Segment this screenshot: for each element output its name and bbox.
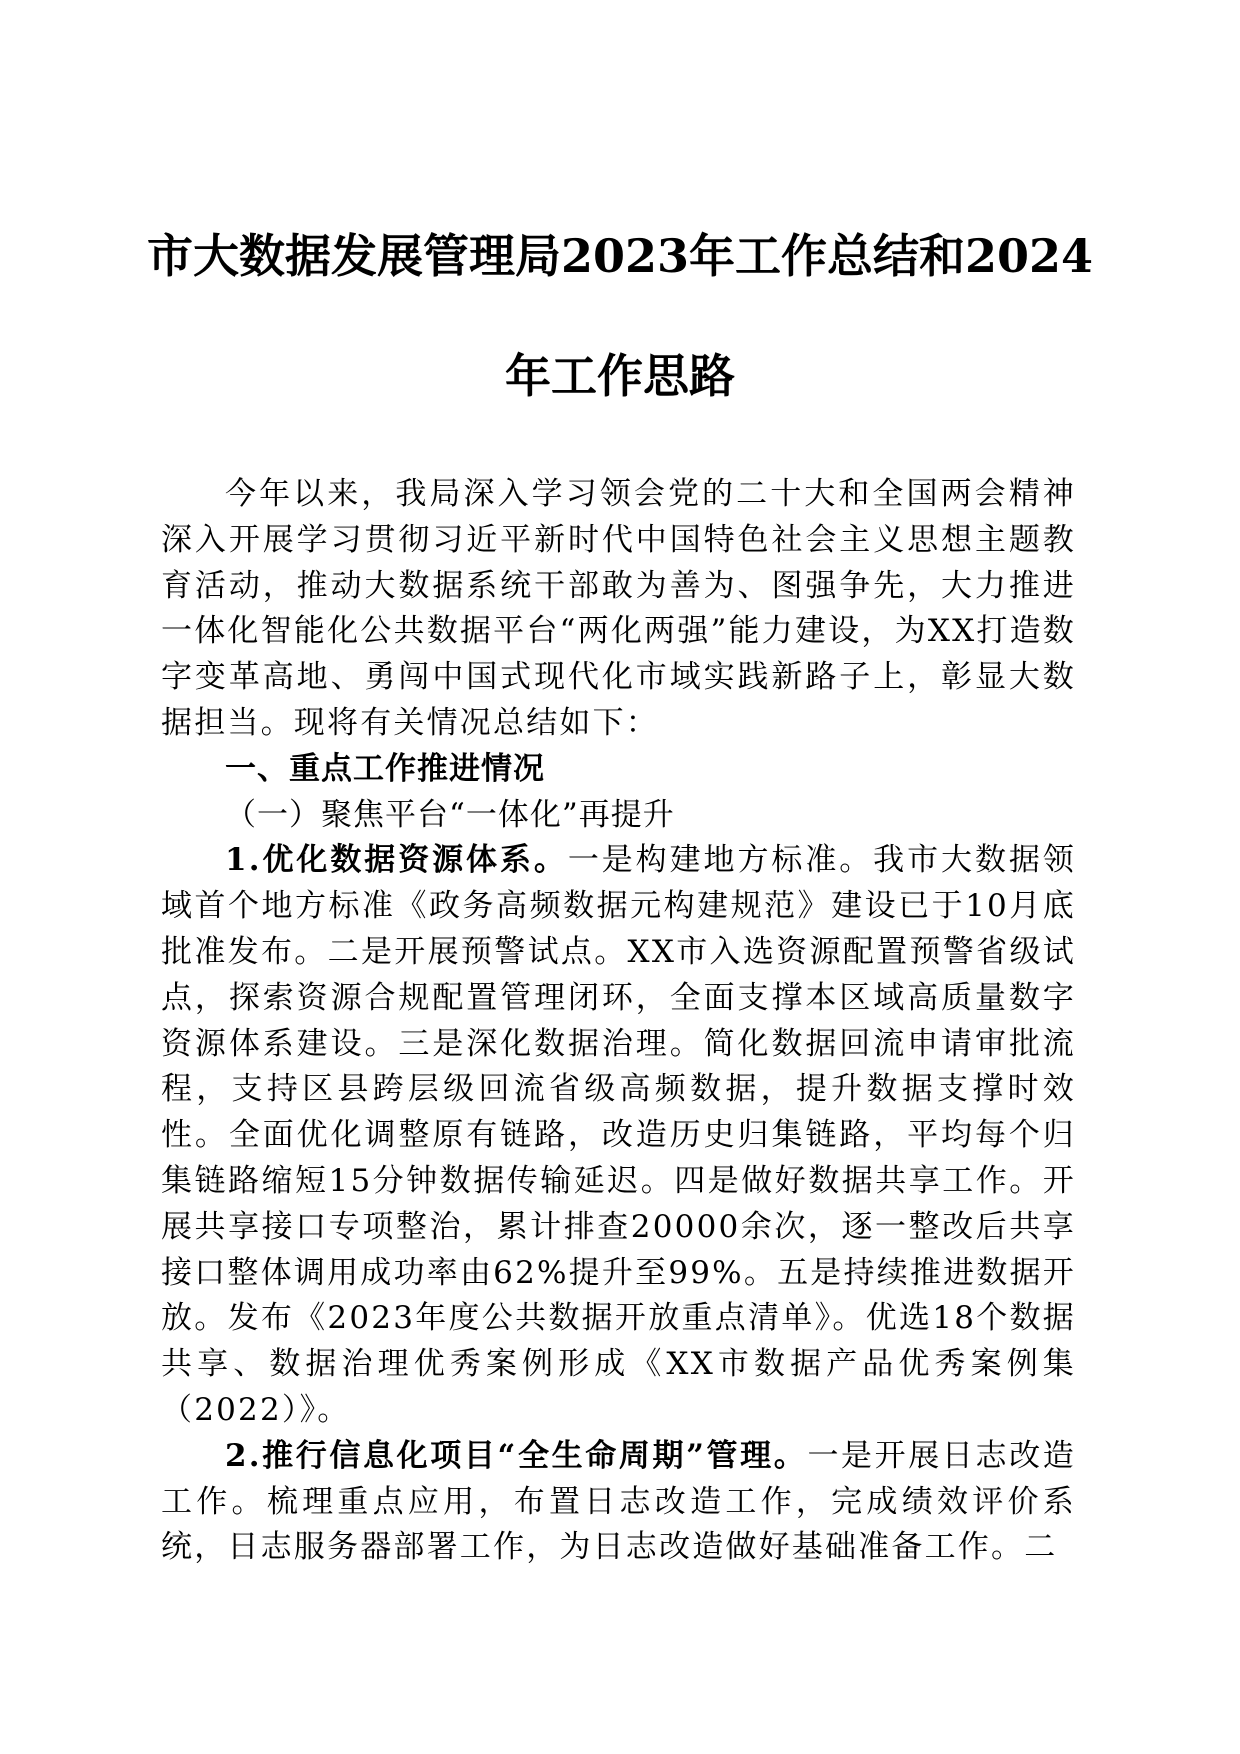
item-1-text: 一是构建地方标准。我市大数据领域首个地方标准《政务高频数据元构建规范》建设已于10月底批准发布。二是开展预警试点。XX市入选资源配置预警省级试点，探索资源合规配置管理闭环，全面支撑本区域高质量数字资源体系建设。三是深化数据治理。简化数据回流申请审批流程，支持区县跨层级回流省级高频数据，提升数据支撑时效性。全面优化调整原有链路，改造历史归集链路，平均每个归集链路缩短15分钟数据传输延迟。四是做好数据共享工作。开展共享接口专项整治，累计排查20000余次，逐一整改后共享接口整体调用成功率由62%提升至99%。五是持续推进数据开放。发布《2023年度公共数据开放重点清单》。优选18个数据共享、数据治理优秀案例形成《XX市数据产品优秀案例集（2022）》。 [161, 842, 1076, 1428]
item-paragraph-1 [161, 838, 1076, 1433]
section-heading-1: 一、重点工作推进情况 [225, 750, 545, 787]
item-2-text: 一是开展日志改造工作。梳理重点应用，布置日志改造工作，完成绩效评价系统，日志服务器部署工作，为日志改造做好基础准备工作。二 [161, 1437, 1076, 1566]
item-paragraph-2 [161, 1434, 1076, 1571]
item-1-lead: 1.优化数据资源体系。 [225, 842, 568, 879]
document-title-line-1: 市大数据发展管理局2023年工作总结和2024 [146, 229, 1094, 283]
document-body [161, 472, 1076, 1571]
item-2-lead: 2.推行信息化项目“全生命周期”管理。 [225, 1437, 808, 1474]
intro-paragraph: 今年以来，我局深入学习领会党的二十大和全国两会精神深入开展学习贯彻习近平新时代中国特色社会主义思想主题教育活动，推动大数据系统干部敢为善为、图强争先，大力推进一体化智能化公共数据平台“两化两强”能力建设，为XX打造数字变革高地、勇闯中国式现代化市域实践新路子上，彰显大数据担当。现将有关情况总结如下： [161, 476, 1076, 741]
subsection-heading-1: （一）聚焦平台“一体化”再提升 [225, 796, 675, 833]
document-title-line-2: 年工作思路 [505, 349, 735, 403]
